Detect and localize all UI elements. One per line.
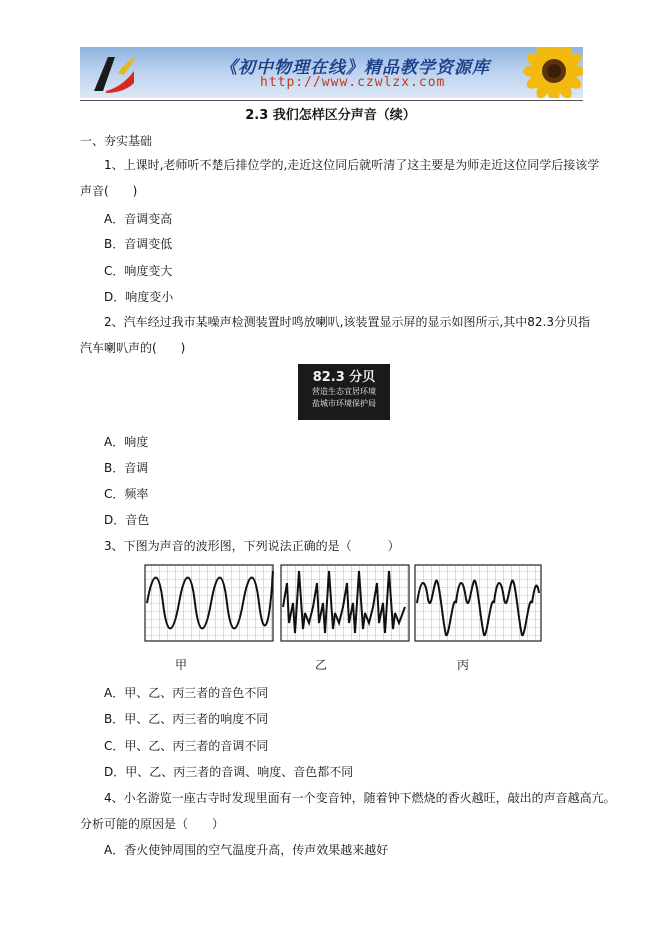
waveform-panel-bing: [415, 565, 541, 641]
waveform-label-bing: 丙: [457, 658, 470, 672]
question-1-option: A．音调变高: [104, 212, 173, 226]
display-authority: 盐城市环境保护局: [312, 399, 376, 408]
waveform-panel-jia: [145, 565, 273, 641]
question-4-stem-cont: 分析可能的原因是（ ）: [80, 817, 225, 831]
display-slogan: 营造生态宜居环境: [312, 387, 376, 396]
question-4-stem: 4、小名游览一座古寺时发现里面有一个变音钟，随着钟下燃烧的香火越旺，敲出的声音越高亢。: [104, 791, 616, 805]
question-3-stem: 3、下图为声音的波形图，下列说法正确的是（ ）: [104, 539, 400, 553]
question-1-stem-cont: 声音( ): [80, 184, 138, 198]
question-3-option: B．甲、乙、丙三者的响度不同: [104, 712, 269, 726]
decibel-reading: 82.3 分贝: [312, 370, 376, 385]
question-3-option: A．甲、乙、丙三者的音色不同: [104, 686, 269, 700]
noise-meter-display: [298, 364, 390, 420]
question-3-option: D．甲、乙、丙三者的音调、响度、音色都不同: [104, 765, 354, 779]
header-rule: [80, 100, 583, 101]
question-3-option: C．甲、乙、丙三者的音调不同: [104, 739, 269, 753]
section-heading: 一、夯实基础: [80, 134, 153, 148]
waveform-label-jia: 甲: [175, 658, 188, 672]
question-2-option: A．响度: [104, 435, 149, 449]
question-4-option: A．香火使钟周围的空气温度升高，传声效果越来越好: [104, 843, 389, 857]
sunflower-icon: [520, 47, 583, 98]
site-logo-icon: [88, 51, 140, 95]
waveform-figure: [143, 563, 543, 645]
page-title: 2.3 我们怎样区分声音（续）: [245, 108, 416, 123]
banner-url: http://www.czwlzx.com: [260, 75, 446, 90]
question-2-stem: 2、汽车经过我市某噪声检测装置时鸣放喇叭,该装置显示屏的显示如图所示,其中82.3分贝指: [104, 315, 590, 329]
question-2-stem-cont: 汽车喇叭声的( ): [80, 341, 186, 355]
question-2-option: C．频率: [104, 487, 149, 501]
question-2-option: D．音色: [104, 513, 150, 527]
question-1-option: D．响度变小: [104, 290, 174, 304]
waveform-label-yi: 乙: [315, 658, 328, 672]
header-banner: [80, 47, 583, 98]
question-2-option: B．音调: [104, 461, 149, 475]
banner-title: 《初中物理在线》精品教学资源库: [220, 58, 490, 78]
question-1-stem: 1、上课时,老师听不楚后排位学的,走近这位同后就听清了这主要是为师走近这位同学后接该学: [104, 158, 600, 172]
question-1-option: B．音调变低: [104, 237, 173, 251]
question-1-option: C．响度变大: [104, 264, 173, 278]
